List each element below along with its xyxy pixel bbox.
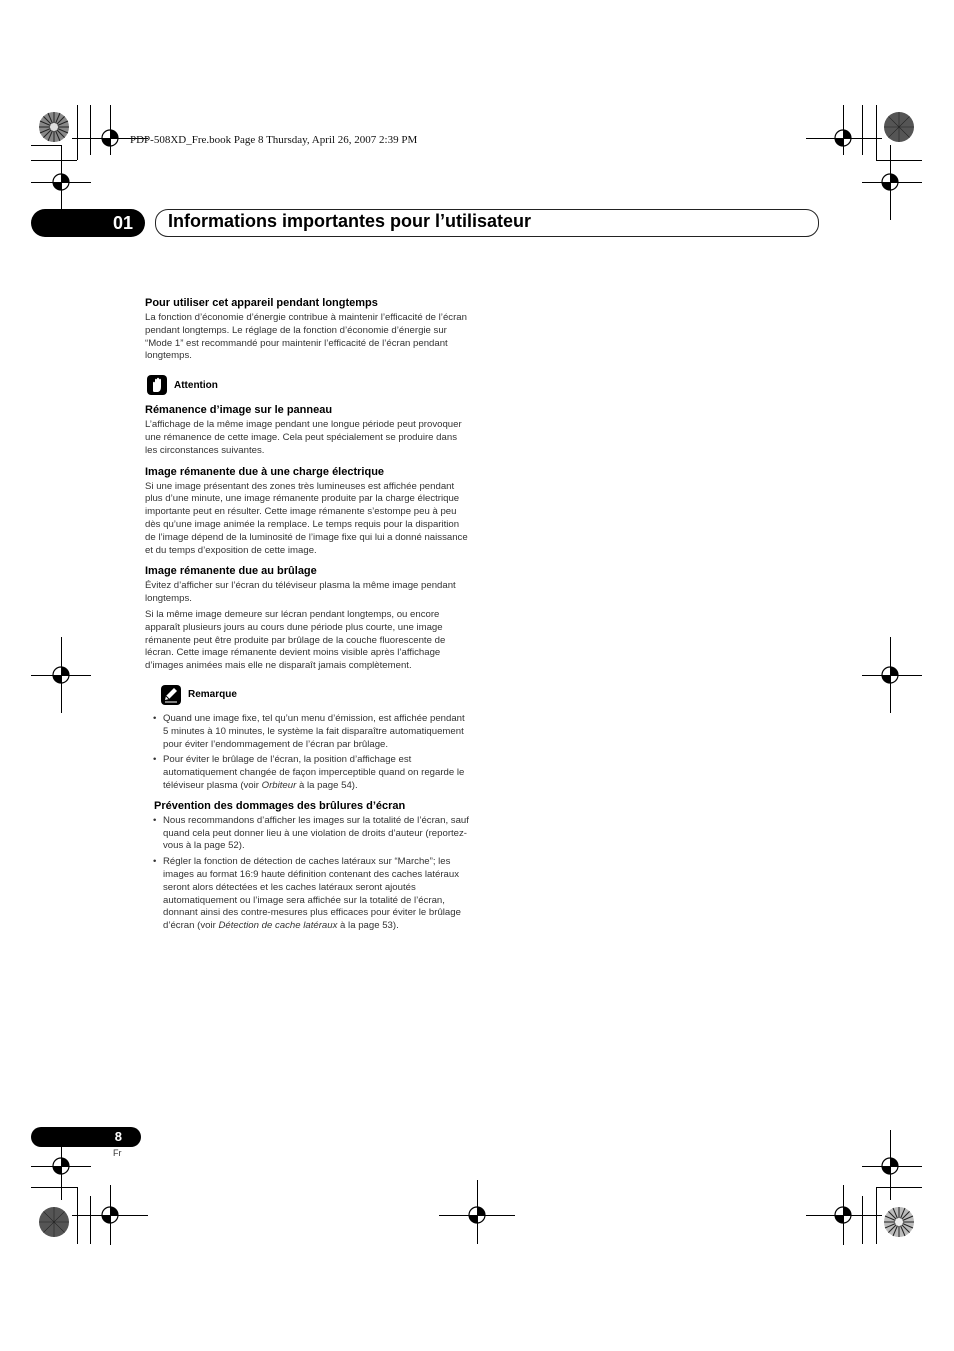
section-heading: Rémanence d’image sur le panneau xyxy=(145,404,333,417)
book-file-header: PDP-508XD_Fre.book Page 8 Thursday, April 26, 2007 2:39 PM xyxy=(130,134,418,146)
main-content xyxy=(145,296,471,938)
crosshair-registration-icon xyxy=(50,1155,72,1177)
hand-stop-icon xyxy=(147,375,167,395)
page-number-badge xyxy=(31,1127,141,1147)
note-notice xyxy=(161,683,471,707)
crop-mark xyxy=(31,145,61,146)
crop-mark xyxy=(876,160,922,161)
section-text: Évitez d’afficher sur l’écran du téléviseur plasma la même image pendant longtemps. xyxy=(145,580,456,605)
crop-mark xyxy=(31,160,77,161)
chapter-number: 01 xyxy=(112,213,133,233)
crosshair-registration-icon xyxy=(466,1204,488,1226)
chapter-title: Informations importantes pour l’utilisateur xyxy=(168,211,532,231)
section-text: L’affichage de la même image pendant une longue période peut provoquer une rémanence de cette image. Cela peut spécialement se produire dans les circonstances suivantes. xyxy=(145,419,462,456)
crosshair-registration-icon xyxy=(879,1155,901,1177)
language-code: Fr xyxy=(113,1148,122,1158)
section-text: La fonction d’économie d’énergie contribue à maintenir l’efficacité de l’écran pendant longtemps. Le réglage de la fonction d’économie d’énergie sur “Mode 1” est recommandé pour maintenir l’efficacité de l’écran pendant longtemps. xyxy=(145,312,467,362)
section-burn xyxy=(145,564,471,673)
prevention-bullet-list xyxy=(153,815,471,933)
section-retention xyxy=(145,403,471,457)
crop-mark xyxy=(90,1196,91,1244)
crosshair-registration-icon xyxy=(832,127,854,149)
section-heading: Prévention des dommages des brûlures d’écran xyxy=(154,799,406,812)
note-label: Remarque xyxy=(188,689,237,701)
crosshair-registration-icon xyxy=(879,664,901,686)
crop-mark xyxy=(31,1187,77,1188)
section-text: Si une image présentant des zones très lumineuses est affichée pendant plus d’une minute, une image rémanente produite par la charge électrique importante peut en résulter. Cette image rémanente s’estompe peu à peu dès qu’une image animée la remplace. Le temps requis pour la disparition de l’image dépend de la luminosité de l’image fixe qui lui a donné naissance et du temps d’exposition de cette image. xyxy=(145,480,468,556)
list-item: • Quand une image fixe, tel qu’un menu d’émission, est affichée pendant 5 minutes à 10 minutes, le système la fait disparaître automatiquement pour éviter l’endommagement de l’écran par brûlage. xyxy=(153,713,471,751)
list-item: • Régler la fonction de détection de caches latéraux sur “Marche”; les images au format 16:9 haute définition contenant des caches latéraux seront alors détectées et les caches latéraux seront ajoutés automatiquement ou l’image sera affichée sur la totalité de l’écran, donnant ainsi des contre-mesures plus efficaces pour éviter le brûlage d’écran (voir Détection de cache latéraux à la page 53). xyxy=(153,856,471,933)
list-item: • Nous recommandons d’afficher les images sur la totalité de l’écran, sauf quand cela peut donner lieu à une violation de droits d’auteur (reportez-vous à la page 52). xyxy=(153,815,471,853)
chapter-title-box xyxy=(155,209,819,237)
cross-reference: Détection de cache latéraux xyxy=(218,920,338,932)
crosshair-registration-icon xyxy=(879,171,901,193)
crosshair-registration-icon xyxy=(50,171,72,193)
crosshair-registration-icon xyxy=(832,1204,854,1226)
crop-mark xyxy=(862,1196,863,1244)
cross-reference: Orbiteur xyxy=(261,779,297,791)
starburst-icon xyxy=(37,110,71,144)
section-heading: Image rémanente due à une charge électrique xyxy=(145,465,385,478)
section-text: Si la même image demeure sur lécran pendant longtemps, ou encore apparaît plusieurs jours au cours dune période plus courte, une image rémanente peut être produite par brûlage de la couche fluorescente de lécran. Cette image rémanente devient moins visible après l’affichage d’images animées mais elle ne disparaît jamais complètement. xyxy=(145,608,446,672)
crosshair-registration-icon xyxy=(99,1204,121,1226)
crosshair-registration-icon xyxy=(50,664,72,686)
chapter-number-badge xyxy=(31,209,145,237)
crop-mark xyxy=(876,1187,922,1188)
crop-mark xyxy=(77,105,78,160)
attention-notice xyxy=(147,373,471,397)
starburst-icon xyxy=(37,1205,71,1239)
section-long-use xyxy=(145,296,471,363)
page-number: 8 xyxy=(114,1129,122,1144)
pencil-note-icon xyxy=(161,685,181,705)
crop-mark xyxy=(862,105,863,155)
section-heading: Image rémanente due au brûlage xyxy=(145,565,317,578)
note-bullet-list xyxy=(153,713,471,793)
attention-label: Attention xyxy=(174,379,218,391)
crop-mark xyxy=(90,105,91,155)
crop-mark xyxy=(876,105,877,160)
crosshair-registration-icon xyxy=(99,127,121,149)
section-heading: Pour utiliser cet appareil pendant longtemps xyxy=(145,297,378,309)
section-electric xyxy=(145,465,471,558)
list-item: • Pour éviter le brûlage de l’écran, la position d’affichage est automatiquement changée de façon imperceptible quand on regarde le téléviseur plasma (voir Orbiteur à la page 54). xyxy=(153,754,471,792)
starburst-icon xyxy=(882,110,916,144)
starburst-icon xyxy=(882,1205,916,1239)
